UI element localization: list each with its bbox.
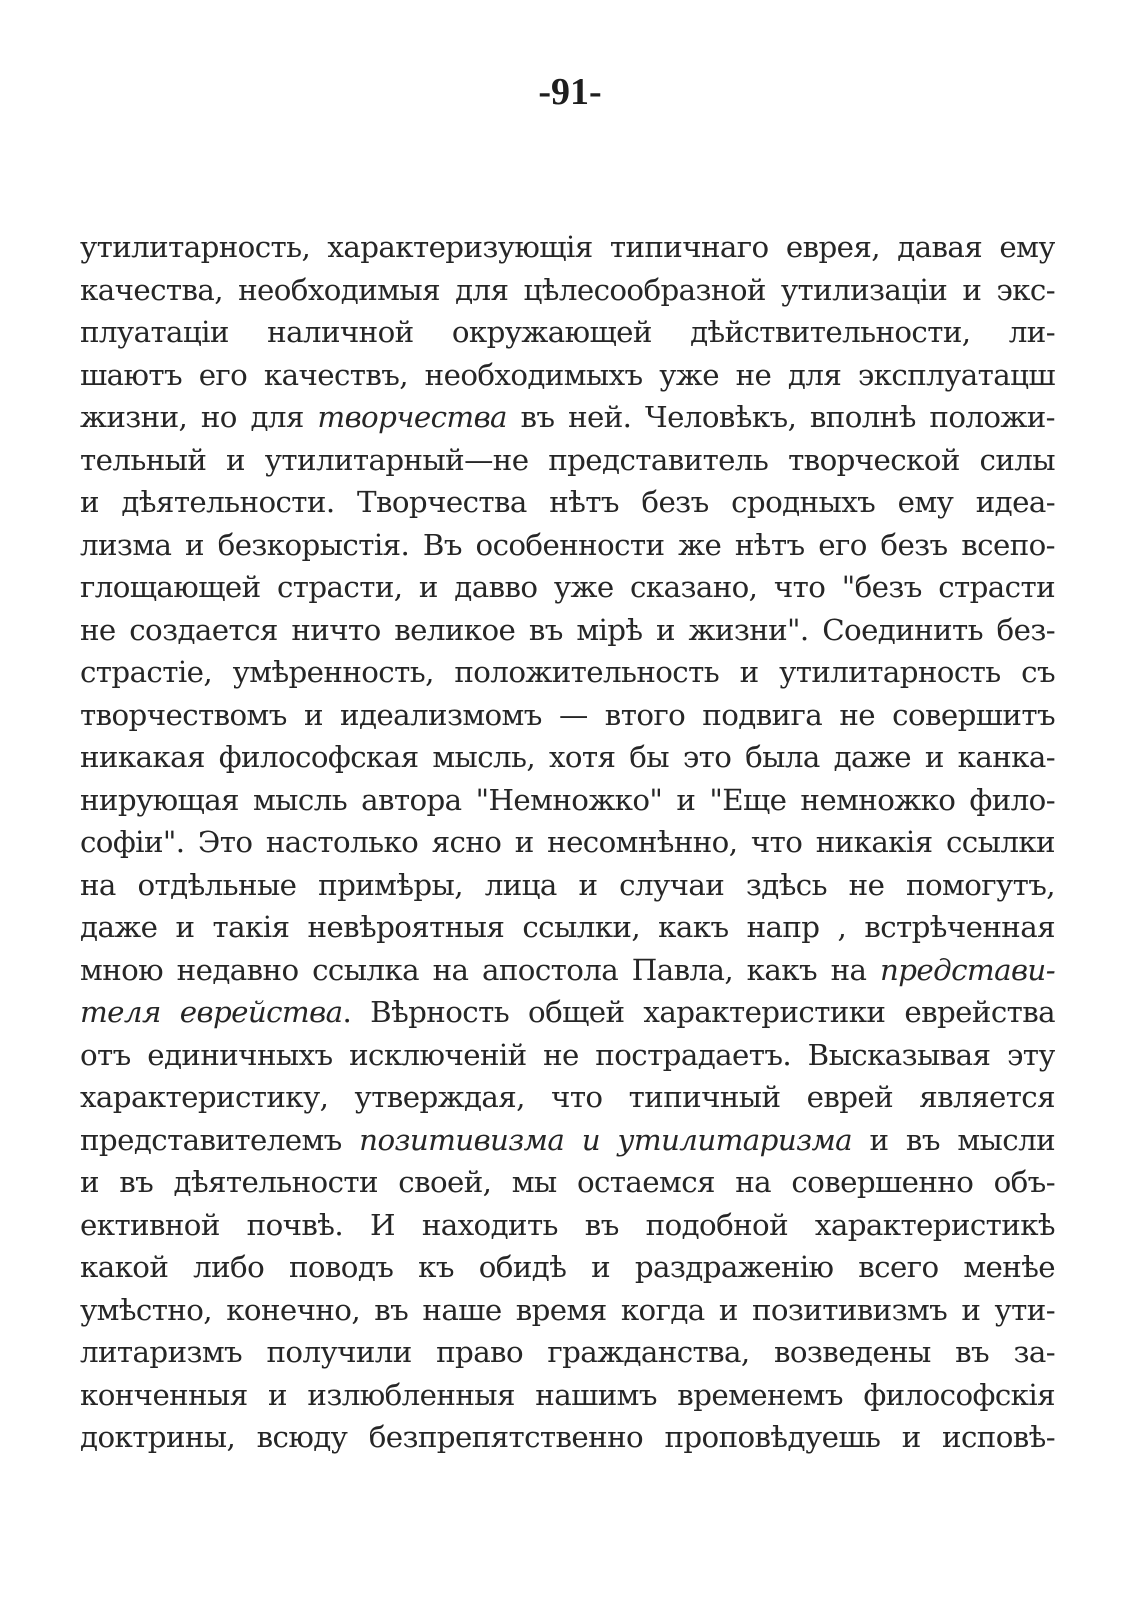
text-line — [80, 1416, 1055, 1459]
text-segment: утилитарность, характеризующія типичнаго еврея, давая ему — [80, 230, 1055, 264]
text-segment: творчествомъ и идеализмомъ — втого подвига не совершитъ — [80, 697, 1055, 732]
text-line — [80, 864, 1055, 907]
text-line — [80, 1331, 1055, 1374]
text-segment: характеристику, утверждая, что типичный еврей является — [80, 1080, 1055, 1114]
text-line — [80, 1034, 1055, 1077]
text-line — [80, 991, 1055, 1034]
text-line — [80, 779, 1055, 822]
text-segment: лизма и безкорыстія. Въ особенности же нѣтъ его безъ всепо- — [80, 527, 1055, 562]
text-line — [80, 1374, 1055, 1417]
text-line — [80, 1289, 1055, 1332]
text-segment: даже и такія невѣроятныя ссылки, какъ напр , встрѣченная — [80, 910, 1055, 944]
text-line — [80, 226, 1055, 269]
text-segment: конченныя и излюбленныя нашимъ временемъ философскія — [80, 1377, 1055, 1412]
text-line — [80, 311, 1055, 354]
text-segment: представителемъ — [80, 1122, 360, 1157]
text-segment: на отдѣльные примѣры, лица и случаи здѣсь не помогутъ, — [80, 867, 1055, 902]
text-segment: доктрины, всюду безпрепятственно проповѣдуешь и исповѣ- — [80, 1420, 1055, 1454]
text-line — [80, 1076, 1055, 1119]
text-line — [80, 396, 1055, 439]
text-line — [80, 269, 1055, 312]
text-segment: въ ней. Человѣкъ, вполнѣ положи- — [506, 400, 1055, 434]
text-segment: плуатаціи наличной окружающей дѣйствительности, ли- — [80, 315, 1055, 349]
text-segment: мною недавно ссылка на апостола Павла, какъ на — [80, 952, 880, 987]
italic-text: теля еврейства — [80, 995, 343, 1029]
text-line — [80, 566, 1055, 609]
italic-text: творчества — [317, 400, 507, 434]
text-segment: и въ мысли — [852, 1122, 1055, 1157]
text-line — [80, 1161, 1055, 1204]
text-segment: софіи". Это настолько ясно и несомнѣнно, что никакія ссылки — [80, 825, 1055, 859]
italic-text: представи- — [879, 952, 1055, 987]
text-line — [80, 949, 1055, 992]
text-segment: тельный и утилитарный—не представитель творческой силы — [80, 442, 1055, 477]
text-segment: и въ дѣятельности своей, мы остаемся на совершенно объ- — [80, 1165, 1055, 1199]
text-segment: ективной почвѣ. И находить въ подобной характеристикѣ — [80, 1207, 1055, 1242]
text-segment: глощающей страсти, и давво уже сказано, что "безъ страсти — [80, 570, 1055, 604]
text-line — [80, 524, 1055, 567]
text-segment: . Вѣрность общей характеристики еврейства — [342, 995, 1055, 1029]
text-line — [80, 694, 1055, 737]
text-line — [80, 736, 1055, 779]
text-line — [80, 906, 1055, 949]
text-segment: нирующая мысль автора "Немножко" и "Еще немножко фило- — [80, 782, 1055, 817]
text-line — [80, 481, 1055, 524]
text-segment: литаризмъ получили право гражданства, возведены въ за- — [80, 1335, 1055, 1369]
text-segment: умѣстно, конечно, въ наше время когда и позитивизмъ и ути- — [80, 1292, 1055, 1327]
text-line — [80, 609, 1055, 652]
text-segment: отъ единичныхъ исключеній не пострадаетъ. Высказывая эту — [80, 1037, 1055, 1072]
text-segment: страстіе, умѣренность, положительность и утилитарность съ — [80, 655, 1055, 689]
text-segment: жизни, но для — [80, 400, 318, 434]
text-segment: шаютъ его качествъ, необходимыхъ уже не для эксплуатацш — [80, 357, 1055, 392]
text-line — [80, 1119, 1055, 1162]
text-segment: какой либо поводъ къ обидѣ и раздраженію всего менѣе — [80, 1250, 1055, 1284]
text-segment: никакая философская мысль, хотя бы это была даже и канка- — [80, 740, 1055, 774]
text-segment: качества, необходимыя для цѣлесообразной утилизаціи и экс- — [80, 272, 1055, 307]
text-line — [80, 354, 1055, 397]
body-text — [80, 226, 1055, 1459]
italic-text: позитивизма и утилитаризма — [359, 1122, 853, 1157]
text-line — [80, 439, 1055, 482]
page-number: -91- — [538, 71, 602, 113]
text-segment: и дѣятельности. Творчества нѣтъ безъ сродныхъ ему идеа- — [80, 485, 1055, 519]
text-line — [80, 1246, 1055, 1289]
text-line — [80, 1204, 1055, 1247]
text-segment: не создается ничто великое въ мірѣ и жизни". Соединить без- — [80, 612, 1055, 647]
text-line — [80, 821, 1055, 864]
text-line — [80, 651, 1055, 694]
